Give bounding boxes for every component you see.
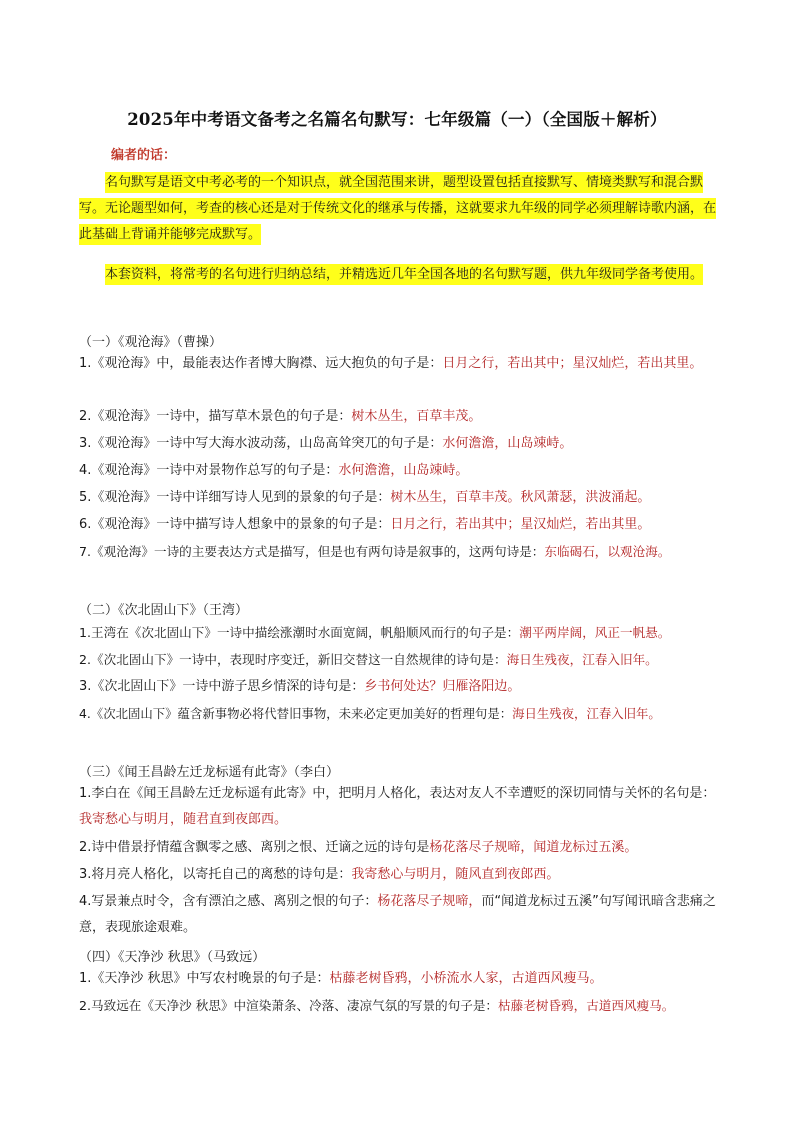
list-item <box>79 862 719 888</box>
question-text: 1.《天净沙 秋思》中写农村晚景的句子是： <box>79 971 330 986</box>
answer-text: 潮平两岸阔，风正一帆悬。 <box>519 625 671 640</box>
list-item <box>79 539 719 565</box>
answer-text: 树木丛生，百草丰茂。秋风萧瑟，洪波涌起。 <box>390 490 651 505</box>
question-text: 3.《观沧海》一诗中写大海水波动荡，山岛高耸突兀的句子是： <box>79 436 443 451</box>
section-heading-guanganghai: （一）《观沧海》（曹操） <box>79 335 223 350</box>
document-title: 2025年中考语文备考之名篇名句默写：七年级篇（一）（全国版＋解析） <box>127 110 667 129</box>
question-text: 3.将月亮人格化，以寄托自己的离愁的诗句是： <box>79 867 352 882</box>
list-item <box>79 889 719 941</box>
list-item <box>79 458 719 484</box>
answer-text: 杨花落尽子规啼，闻道龙标过五溪。 <box>429 840 638 855</box>
question-text: 2.诗中借景抒情蕴含飘零之感、离别之恨、迁谪之远的诗句是 <box>79 840 430 855</box>
section-heading-tianjingsha: （四）《天净沙 秋思》（马致远） <box>79 950 266 965</box>
list-item <box>79 781 719 833</box>
answer-text: 水何澹澹，山岛竦峙。 <box>442 436 573 451</box>
question-text: 5.《观沧海》一诗中详细写诗人见到的景象的句子是： <box>79 490 391 505</box>
intro-paragraph-1-text: 名句默写是语文中考必考的一个知识点，就全国范围来讲，题型设置包括直接默写、情境类默写和混合默写。无论题型如何，考查的核心还是对于传统文化的继承与传播，这就要求九年级的同学必须理解诗歌内涵，在此基础上背诵并能够完成默写。 <box>79 172 716 245</box>
list-item <box>79 993 719 1019</box>
question-text: 4.写景兼点时令，含有漂泊之感、离别之恨的句子： <box>79 894 378 909</box>
intro-paragraph-1 <box>79 170 719 248</box>
question-text: 1.李白在《闻王昌龄左迁龙标遥有此寄》中，把明月人格化，表达对友人不幸遭贬的深切同情与关怀的名句是： <box>79 786 716 801</box>
list-item <box>79 431 719 457</box>
answer-text: 我寄愁心与明月，随风直到夜郎西。 <box>351 867 560 882</box>
question-text: 6.《观沧海》一诗中描写诗人想象中的景象的句子是： <box>79 517 391 532</box>
question-text: 1.《观沧海》中，最能表达作者博大胸襟、远大抱负的句子是： <box>79 356 443 371</box>
answer-text: 树木丛生，百草丰茂。 <box>351 409 482 424</box>
section-heading-wenwangchangling: （三）《闻王昌龄左迁龙标遥有此寄》（李白） <box>79 765 340 780</box>
intro-paragraph-2-text: 本套资料，将常考的名句进行归纳总结，并精选近几年全国各地的名句默写题，供九年级同学备考使用。 <box>105 264 703 285</box>
question-text: 2.《次北固山下》一诗中，表现时序变迁，新旧交替这一自然规律的诗句是： <box>79 652 507 667</box>
answer-text: 水何澹澹，山岛竦峙。 <box>338 463 469 478</box>
answer-text: 海日生残夜，江春入旧年。 <box>506 652 658 667</box>
answer-text: 我寄愁心与明月，随君直到夜郎西。 <box>79 812 288 827</box>
answer-text: 东临碣石，以观沧海。 <box>544 544 671 559</box>
list-item <box>79 647 719 673</box>
editor-note-label: 编者的话： <box>111 148 177 163</box>
question-text: 2.马致远在《天净沙 秋思》中渲染萧条、冷落、凄凉气氛的写景的句子是： <box>79 998 499 1013</box>
answer-text: 杨花落尽子规啼， <box>377 894 482 909</box>
answer-text: 日月之行，若出其中；星汉灿烂，若出其里。 <box>442 356 703 371</box>
question-text: 4.《次北固山下》蕴含新事物必将代替旧事物，未来必定更加美好的哲理句是： <box>79 706 513 721</box>
question-text: 3.《次北固山下》一诗中游子思乡情深的诗句是： <box>79 679 365 694</box>
question-text: 2.《观沧海》一诗中，描写草木景色的句子是： <box>79 409 352 424</box>
answer-text: 乡书何处达？归雁洛阳边。 <box>364 679 521 694</box>
section-heading-cibeigushanxia: （二）《次北固山下》（王湾） <box>79 603 249 618</box>
answer-text: 枯藤老树昏鸦，古道西风瘦马。 <box>498 998 675 1013</box>
answer-text: 枯藤老树昏鸦，小桥流水人家，古道西风瘦马。 <box>329 971 603 986</box>
list-item <box>79 835 719 861</box>
list-item <box>79 674 719 700</box>
list-item <box>79 701 719 727</box>
answer-text: 日月之行，若出其中；星汉灿烂，若出其里。 <box>390 517 651 532</box>
list-item <box>79 485 719 511</box>
list-item <box>79 351 719 377</box>
question-text: 1.王湾在《次北固山下》一诗中描绘涨潮时水面宽阔，帆船顺风而行的句子是： <box>79 625 520 640</box>
question-text: 7.《观沧海》一诗的主要表达方式是描写，但是也有两句诗是叙事的，这两句诗是： <box>79 544 545 559</box>
list-item <box>79 620 719 646</box>
list-item <box>79 512 719 538</box>
answer-text: 海日生残夜，江春入旧年。 <box>512 706 661 721</box>
question-tail-text: 而“闻道龙标过五溪”句写闻讯暗含悲痛之意，表现旅途艰难。 <box>79 894 716 935</box>
list-item <box>79 404 719 430</box>
list-item <box>79 966 719 992</box>
question-text: 4.《观沧海》一诗中对景物作总写的句子是： <box>79 463 339 478</box>
intro-paragraph-2 <box>79 262 719 288</box>
